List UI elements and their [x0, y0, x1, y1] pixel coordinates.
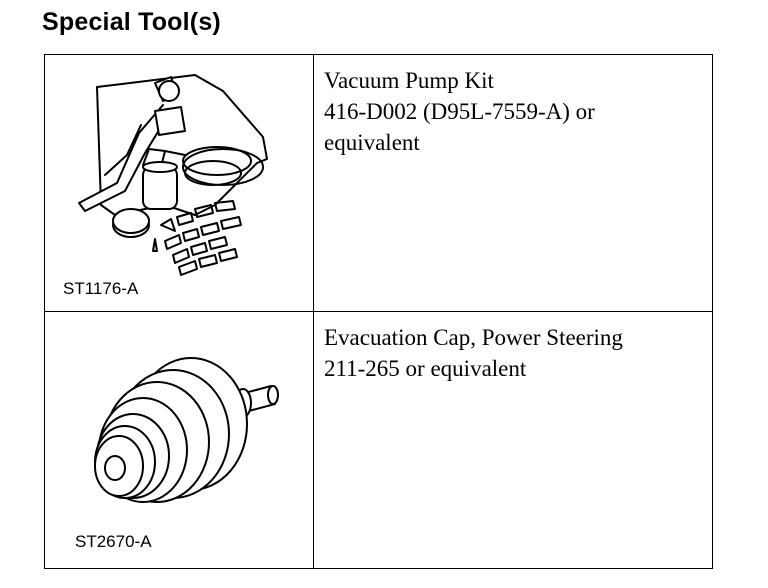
- tool-description: [314, 55, 712, 158]
- tool-part-number: 416-D002 (D95L-7559-A) or: [324, 99, 595, 124]
- tool-description-cell: [314, 55, 713, 312]
- tool-image-cell: [45, 312, 314, 569]
- tool-name: Evacuation Cap, Power Steering: [324, 325, 623, 350]
- evacuation-cap-illustration: [45, 312, 313, 568]
- tool-row: [45, 312, 713, 569]
- page-title: Special Tool(s): [42, 8, 221, 36]
- tool-equivalent-note: equivalent: [324, 130, 420, 155]
- figure-code: ST2670-A: [75, 532, 152, 551]
- tool-description: [314, 312, 712, 384]
- vacuum-pump-kit-illustration: [45, 55, 313, 311]
- tool-name: Vacuum Pump Kit: [324, 68, 494, 93]
- figure-code: ST1176-A: [63, 279, 139, 298]
- tool-image-cell: [45, 55, 314, 312]
- tool-description-cell: [314, 312, 713, 569]
- special-tools-table: [44, 54, 713, 569]
- tool-part-number: 211-265 or equivalent: [324, 356, 527, 381]
- tool-row: [45, 55, 713, 312]
